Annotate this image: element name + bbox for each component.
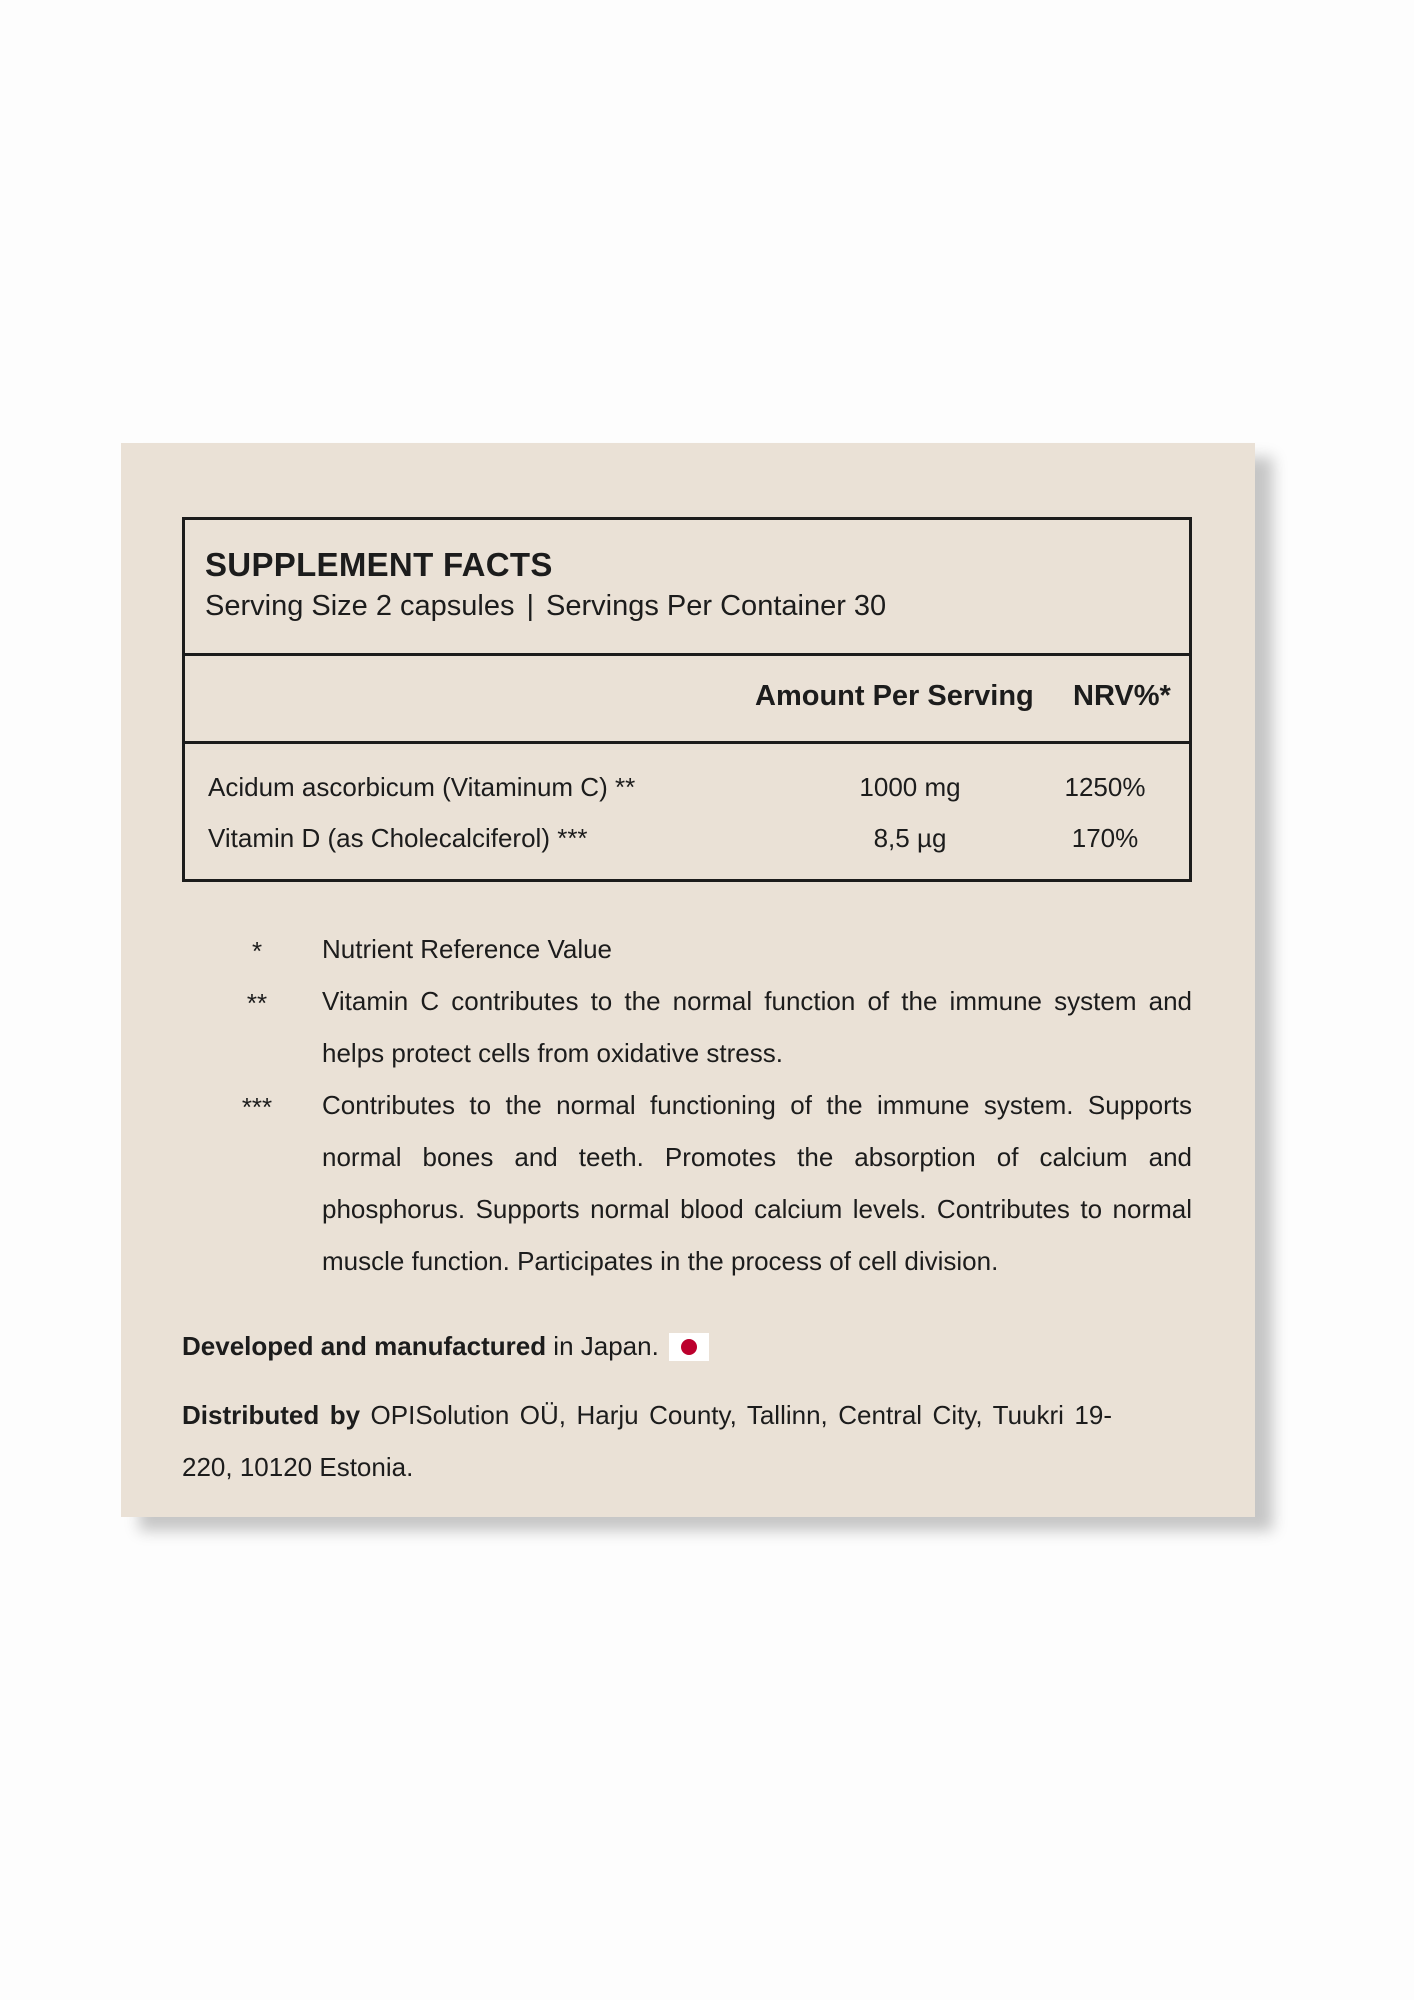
- footnote-item: [182, 1079, 1192, 1287]
- distributor-rest: OPISolution OÜ, Harju County, Tallinn, Central City, Tuukri 19-220, 10120 Estonia.: [182, 1400, 1112, 1482]
- nutrient-nrv: 170%: [1071, 823, 1139, 853]
- nutrient-name: Vitamin D (as Cholecalciferol) ***: [208, 823, 588, 853]
- serving-size: Serving Size 2 capsules: [205, 590, 515, 622]
- column-header-row: [185, 656, 1189, 744]
- origin-statement: [182, 1331, 709, 1362]
- serving-info: [205, 590, 886, 623]
- origin-bold: Developed and manufactured: [182, 1331, 547, 1361]
- footnote-mark: ***: [241, 1092, 273, 1122]
- footnote-item: [182, 923, 1192, 975]
- servings-per-container: Servings Per Container 30: [546, 590, 887, 622]
- origin-rest: in Japan.: [546, 1331, 659, 1361]
- flag-circle: [681, 1339, 697, 1355]
- distributor-statement: [182, 1389, 1112, 1493]
- footnote-mark: **: [246, 988, 268, 1018]
- footnote-mark: *: [251, 936, 263, 966]
- japan-flag-icon: [669, 1333, 709, 1361]
- nutrient-row: [185, 819, 1189, 859]
- footnote-text: Nutrient Reference Value: [322, 934, 613, 964]
- facts-header: [185, 520, 1189, 656]
- footnote-text: Vitamin C contributes to the normal function of the immune system and helps protect cells from oxidative stress.: [322, 986, 1192, 1068]
- column-header-amount: Amount Per Serving: [755, 680, 1034, 712]
- nutrient-row: [185, 768, 1189, 808]
- serving-separator: |: [526, 590, 535, 622]
- footnote-text: Contributes to the normal functioning of the immune system. Supports normal bones and teeth. Promotes the absorption of calcium and phosphorus. Supports normal blood calcium levels. Contributes to normal muscle function. Participates in the process of cell division.: [322, 1090, 1192, 1276]
- footnote-item: [182, 975, 1192, 1079]
- nutrient-amount: 8,5 µg: [873, 823, 947, 853]
- distributor-bold: Distributed by: [182, 1400, 361, 1430]
- nutrient-amount: 1000 mg: [859, 772, 961, 802]
- column-header-nrv: NRV%*: [1073, 680, 1171, 712]
- nutrient-name: Acidum ascorbicum (Vitaminum C) **: [208, 772, 636, 802]
- nutrient-rows: [185, 744, 1189, 879]
- facts-title: SUPPLEMENT FACTS: [205, 546, 553, 583]
- footnotes: [182, 923, 1192, 1287]
- supplement-facts-panel: [182, 517, 1192, 882]
- label-card: [121, 443, 1255, 1517]
- nutrient-nrv: 1250%: [1064, 772, 1146, 802]
